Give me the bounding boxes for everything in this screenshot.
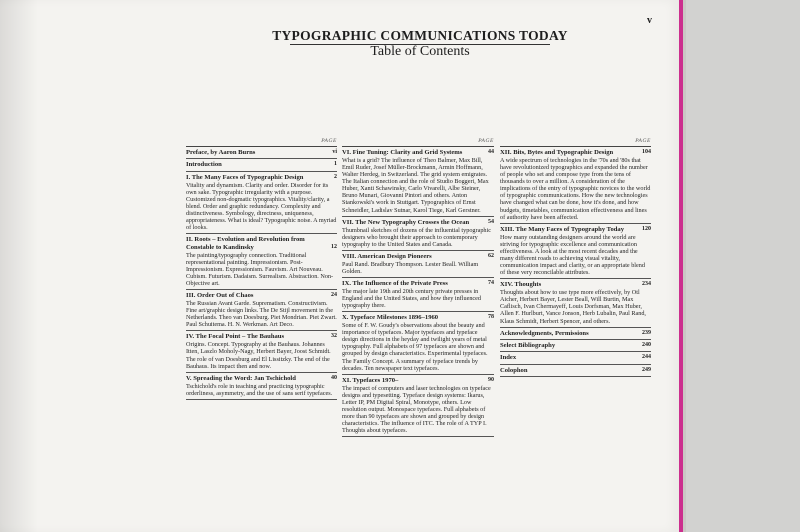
toc-entry-page: 104 [642, 149, 651, 155]
toc-entry-heading [342, 280, 494, 287]
toc-entry [500, 340, 651, 352]
toc-entry-page: 74 [488, 279, 494, 286]
toc-entry-title: II. Roots – Evolution and Revolution from Constable to Kandinsky [186, 236, 305, 251]
toc-entry-title: VI. Fine Tuning: Clarity and Grid Systems [342, 149, 463, 156]
toc-entry-title: Introduction [186, 161, 222, 169]
toc-entry [342, 147, 494, 217]
toc-entry-heading [342, 219, 494, 226]
toc-entry-title: Acknowledgments, Permissions [500, 329, 589, 337]
toc-entry-description: Origins. Concept. Typography at the Bauhaus. Johannes Itten, Laszlo Moholy-Nagy, Herbert Bayer, Joost Schmidt. The role of van Doesburg and El Lissitzky. The end of the Bauhaus. Its impact then and now. [186, 341, 331, 370]
toc-entry-title: Index [500, 354, 517, 362]
toc-entry-description: Some of F. W. Goudy's observations about the beauty and importance of typefaces. Major typefaces and typeface design directions in the heyday and twilight years of metal typography. Full alphabets of 97 typefaces are shown and grouped by design characteristics. Experimental typefaces. The Family Concept. A summary of typeface trends by decades. Ten newspaper text typefaces. [342, 322, 488, 372]
toc-entry-description: Tschichold's role in teaching and practicing typographic orderliness, asymmetry, and the use of sans serif typefaces. [186, 382, 333, 397]
toc-entry-page: 12 [331, 243, 337, 250]
toc-entry-page: 24 [331, 292, 337, 299]
toc-entry-title: XIII. The Many Faces of Typography Today [500, 225, 625, 233]
toc-entry-heading [342, 149, 494, 156]
toc-entry-heading [500, 281, 651, 288]
toc-entry-heading [186, 161, 337, 168]
toc-entry [186, 172, 337, 235]
page-column-label: PAGE [342, 138, 494, 147]
toc-entry [186, 159, 337, 171]
toc-entry-page: 234 [642, 281, 651, 288]
book-title: TYPOGRAPHIC COMMUNICATIONS TODAY [272, 28, 568, 43]
toc-entry-title: Preface, by Aaron Burns [186, 149, 256, 156]
toc-entry-page: 2 [334, 173, 337, 180]
toc-entry-description: The Russian Avant Garde. Suprematism. Constructivism. Fine art/graphic design links. The De Stijl movement in the Netherlands. Theo van Doesburg. Piet Mondrian. Piet Zwart. Paul Schuitema. H. N. Werkman. Art Deco. [186, 300, 337, 329]
toc-entry-title: I. The Many Faces of Typographic Design [186, 173, 304, 181]
page-column-label: PAGE [186, 138, 337, 147]
toc-entry-description: The impact of computers and laser technologies on typeface designs and typesetting. Typeface design systems: Ikarus, Letter IP, PM Digital Spiral, Monotype, others. Low resolution output. Monospace typefaces. Full alphabets of more than 90 typefaces are shown and grouped by design characteristics. The influence of ITC. The role of A TYP I. Thoughts about typefaces. [342, 384, 491, 435]
toc-entry-page: 40 [331, 374, 337, 381]
toc-entry-title: Colophon [500, 366, 528, 374]
toc-entry-title: VIII. American Design Pioneers [342, 252, 432, 260]
toc-entry-description: A wide spectrum of technologies in the '70s and '80s that have revolutionized typographics and expanded the number of people who set and compose type from the tens of thousands to over a million. A consideration of the implications of the entry of typographic novices to the world of typographic communications. How the new technologies have changed what can be done, how it's done, and how budgets, timetables, communication effectiveness and lines of authority have been affected. [500, 156, 651, 221]
toc-entry-description: Vitality and dynamism. Clarity and order. Disorder for its own sake. Typographic irregularity with a purpose. Customized non-dogmatic typographics. Vitality/clarity, a blend. Order and graphic redundancy. Complexity and distinctiveness. Symbology, directness, uniqueness, appropriateness. What is ideal? Typographic noise. A myriad of looks. [186, 181, 337, 232]
toc-entry-heading [186, 375, 337, 382]
toc-entry-description: Paul Rand. Bradbury Thompson. Lester Beall. William Golden. [342, 260, 479, 275]
toc-entry [500, 352, 651, 364]
toc-entry-description: The major late 19th and 20th century private presses in England and the United States, and how they influenced typography there. [342, 287, 482, 310]
toc-entry [186, 234, 337, 290]
toc-entry-title: X. Typeface Milestones 1896–1960 [342, 314, 439, 322]
toc-entry-page: 90 [488, 376, 494, 383]
toc-entry-heading [342, 253, 494, 260]
toc-entry-title: V. Spreading the Word: Jan Tschichold [186, 374, 296, 382]
toc-entry-page: 244 [642, 354, 651, 361]
page-column-label: PAGE [500, 138, 651, 147]
toc-entry-title: IX. The Influence of the Private Press [342, 279, 448, 287]
toc-entry-title: III. Order Out of Chaos [186, 292, 254, 300]
page-stack-edge [683, 0, 686, 532]
toc-entry-page: 240 [642, 342, 651, 348]
toc-entry-page: 78 [488, 314, 494, 321]
toc-entry-title: XI. Typefaces 1970– [342, 376, 399, 384]
toc-entry-heading [186, 236, 337, 251]
toc-entry-page: 1 [334, 161, 337, 168]
toc-entry-heading [342, 377, 494, 384]
toc-entry [342, 251, 494, 278]
toc-entry [186, 331, 337, 372]
toc-entry-page: 54 [488, 218, 494, 225]
toc-entry [500, 365, 651, 377]
toc-entry-title: Select Bibliography [500, 342, 556, 349]
toc-entry [342, 312, 494, 375]
toc-entry [186, 147, 337, 159]
toc-entry-description: The painting/typography connection. Traditional representational painting. Impressionism. Post-Impressionism. Expressionism. Fauvism. Art Nouveau. Cubism. Futurism. Dadaism. Surrealism. Abstraction. Non-Objective art. [186, 251, 334, 288]
toc-entry [500, 279, 651, 327]
toc-entry-title: VII. The New Typography Crosses the Ocean [342, 218, 470, 226]
toc-entry-title: IV. The Focal Point – The Bauhaus [186, 333, 285, 341]
toc-entry-page: 249 [642, 366, 651, 373]
toc-entry-page: 120 [642, 225, 651, 232]
toc-entry-title: XII. Bits, Bytes and Typographic Design [500, 149, 614, 156]
toc-entry-heading [500, 342, 651, 349]
toc-entry [500, 224, 651, 279]
toc-entry-title: XIV. Thoughts [500, 281, 542, 289]
toc-entry-page: vi [332, 149, 337, 155]
toc-entry-heading [186, 333, 337, 340]
toc-entry-page: 32 [331, 333, 337, 340]
toc-entry-description: Thoughts about how to use type more effectively, by Otl Aicher, Herbert Bayer, Lester Beall, Will Burtin, Max Caflisch, Ivan Chermayeff, Louis Dorfsman, Max Huber, Allen F. Hurlburt, Vance Jonson, Herb Lubalin, Paul Rand, Klaus Schmidt, Herbert Spencer, and others. [500, 289, 646, 325]
toc-entry-heading [500, 330, 651, 337]
toc-entry-heading [500, 354, 651, 361]
toc-heading: Table of Contents [370, 44, 470, 59]
toc-entry-heading [500, 367, 651, 374]
folio-number: v [647, 15, 652, 26]
toc-entry-page: 44 [488, 149, 494, 155]
toc-entry-heading [186, 174, 337, 181]
toc-entry-page: 62 [488, 252, 494, 259]
toc-entry-heading [500, 226, 651, 233]
toc-entry [186, 373, 337, 400]
toc-entry [500, 328, 651, 340]
toc-entry-description: What is a grid? The influence of Theo Balmer, Max Bill, Emil Ruder, Josef Müller-Brockmann, Armin Hoffmann, Walter Herdeg, in Switzerland. The grid system emigrates. The Italian connection and the role of Studio Boggeri, Max Huber, Xanti Schawinsky, Carlo Vivarelli, Albe Steiner, Bruno Munari, Giovanni Pintori and others. Anton Stankowski's work in Stuttgart. Typographics of Ernst Schneidler, Ladislav Sutnar, Karol Tiege, Karl Gerstner. [342, 156, 489, 214]
toc-entry [500, 147, 651, 224]
toc-entry-heading [500, 149, 651, 156]
toc-column-1 [186, 138, 337, 400]
toc-entry-page: 239 [642, 329, 651, 336]
toc-entry-heading [186, 292, 337, 299]
toc-column-3 [500, 138, 651, 377]
toc-entry-description: Thumbnail sketches of dozens of the influential typographic designers who brought their approach to contemporary typography to the United States and Canada. [342, 226, 491, 248]
toc-column-2 [342, 138, 494, 437]
toc-entry-heading [342, 314, 494, 321]
toc-entry [342, 375, 494, 438]
toc-entry [342, 217, 494, 251]
toc-entry [342, 278, 494, 312]
toc-entry-heading [186, 149, 337, 156]
toc-entry-description: How many outstanding designers around the world are striving for typographic excellence and communication effectiveness. A look at the most recent decades and the many different roads to achieving visual vitality, communication impact and clarity, or an appropriate blend of these very reconcilable attributes. [500, 233, 645, 277]
toc-entry [186, 290, 337, 331]
